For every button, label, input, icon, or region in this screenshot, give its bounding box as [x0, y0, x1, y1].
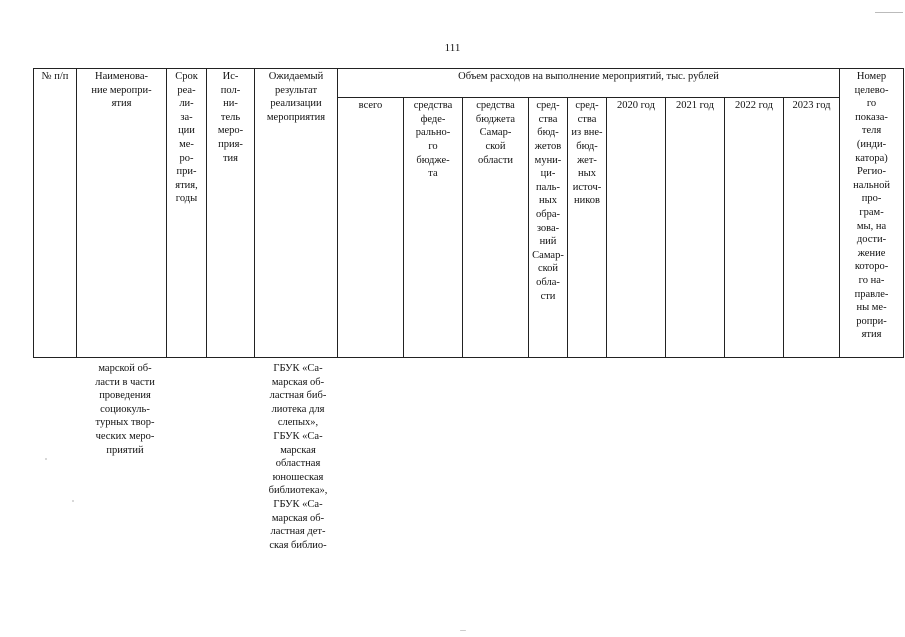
- scan-speck: [460, 630, 466, 631]
- continuation-result-text: ГБУК «Са- марская об- ластная биб- лиотека для слепых», ГБУК «Са- марская областная юношеская библиотека», ГБУК «Са- марская об- ластная дет- ская библио-: [268, 363, 328, 551]
- header-table: [33, 68, 904, 358]
- col-header-indicator: Номер целево- го показа- теля (инди- катора) Регио- нальной про- грам- мы, на дости- жение которо- го на- правле- ны ме- ропри- ятия: [840, 69, 904, 358]
- col-header-executor: Ис- пол- ни- тель меро- прия- тия: [207, 69, 255, 358]
- subheader-year-2020: 2020 год: [607, 98, 666, 358]
- subheader-regional: средства бюджета Самар- ской области: [463, 98, 529, 358]
- continuation-name-text: марской об- ласти в части проведения социокуль- турных твор- ческих меро- приятий: [95, 363, 155, 456]
- scan-edge-line: [875, 12, 903, 13]
- col-header-name: Наименова- ние меропри- ятия: [77, 69, 167, 358]
- subheader-total: всего: [338, 98, 404, 358]
- col-header-number: № п/п: [34, 69, 77, 358]
- subheader-year-2023: 2023 год: [784, 98, 840, 358]
- page-number: 111: [444, 42, 461, 54]
- col-header-volume: Объем расходов на выполнение мероприятий, тыс. рублей: [338, 69, 840, 98]
- subheader-year-2021: 2021 год: [666, 98, 725, 358]
- subheader-federal: средства феде- рально- го бюдже- та: [404, 98, 463, 358]
- col-header-term: Срок реа- ли- за- ции ме- ро- при- ятия, годы: [167, 69, 207, 358]
- subheader-year-2022: 2022 год: [725, 98, 784, 358]
- scan-speck: [45, 458, 47, 460]
- col-header-result: Ожидаемый результат реализации мероприятия: [255, 69, 338, 358]
- subheader-municipal: сред- ства бюд- жетов муни- ци- паль- ных обра- зова- ний Самар- ской обла- сти: [529, 98, 568, 358]
- scan-speck: [72, 500, 74, 502]
- subheader-offbudget: сред- ства из вне- бюд- жет- ных источ- ников: [568, 98, 607, 358]
